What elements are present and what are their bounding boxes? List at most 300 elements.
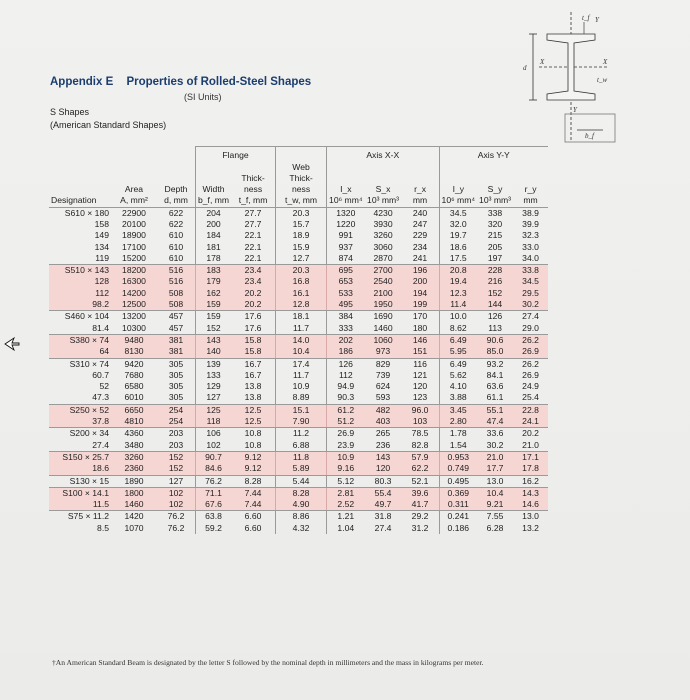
table-body <box>49 207 548 534</box>
value-cell: 3060 <box>373 241 393 252</box>
value-cell: 6580 <box>124 381 144 392</box>
value-cell: 47.4 <box>477 416 513 428</box>
value-cell: 610 <box>157 253 196 265</box>
value-cell: 1060 <box>365 334 402 346</box>
value-cell: 159 <box>196 311 232 323</box>
value-cell: 0.495 <box>439 475 477 487</box>
value-cell: 24.1 <box>513 416 548 428</box>
y-bottom-label: Y <box>573 106 577 114</box>
table-row <box>49 370 548 381</box>
value-cell: 184 <box>196 230 232 241</box>
value-cell: 34.5 <box>513 276 548 287</box>
value-cell: 62.2 <box>402 463 440 475</box>
value-cell: 67.6 <box>196 499 232 511</box>
value-cell: 2.52 <box>327 499 365 511</box>
value-cell: 1.21 <box>327 511 365 523</box>
value-cell: 622 <box>168 207 184 218</box>
value-cell: 234 <box>412 241 428 252</box>
designation-cell: S610 × 180 <box>64 207 109 218</box>
value-cell: 27.4 <box>374 522 392 533</box>
value-cell: 22.8 <box>513 404 548 416</box>
web-line1: Web <box>292 161 310 172</box>
value-cell: 829 <box>375 358 391 369</box>
value-cell: 113 <box>477 323 513 335</box>
value-cell: 34.5 <box>439 207 477 219</box>
value-cell: 320 <box>487 218 503 229</box>
value-cell: 215 <box>487 230 503 241</box>
value-cell: 13.8 <box>231 392 276 404</box>
bf-label: b_f <box>585 132 594 140</box>
value-cell: 34.0 <box>513 253 548 265</box>
designation-cell: S100 × 14.1 <box>49 487 111 499</box>
value-cell: 200 <box>196 219 232 230</box>
value-cell: 59.2 <box>196 523 232 534</box>
value-cell: 6.88 <box>276 440 327 452</box>
value-cell: 31.2 <box>411 522 429 533</box>
value-cell: 610 <box>168 230 184 241</box>
value-cell: 203 <box>157 440 196 452</box>
value-cell: 152 <box>157 451 196 463</box>
ry-unit: mm <box>523 195 538 206</box>
value-cell: 204 <box>196 207 232 219</box>
value-cell: 0.749 <box>439 463 477 475</box>
value-cell: 1890 <box>111 475 157 487</box>
designation-cell: 27.4 <box>49 440 111 452</box>
value-cell: 61.1 <box>477 392 513 404</box>
units-label: (SI Units) <box>184 92 222 102</box>
value-cell: 18900 <box>122 230 146 241</box>
value-cell: 482 <box>365 404 402 416</box>
value-cell: 55.4 <box>365 487 402 499</box>
value-cell: 17.6 <box>244 311 262 322</box>
value-cell: 127 <box>196 392 232 404</box>
value-cell: 13.0 <box>522 511 539 522</box>
value-cell: 8.86 <box>276 511 327 523</box>
value-cell: 39.6 <box>402 487 440 499</box>
value-cell: 305 <box>168 369 184 380</box>
page-title <box>50 76 311 88</box>
table-row <box>49 207 548 219</box>
value-cell: 25.4 <box>513 392 548 404</box>
appendix-title: Properties of Rolled-Steel Shapes <box>126 76 312 88</box>
value-cell: 229 <box>412 230 428 241</box>
value-cell: 202 <box>327 334 365 346</box>
value-cell: 180 <box>402 323 440 335</box>
value-cell: 4.90 <box>276 499 327 511</box>
value-cell: 162 <box>196 288 232 299</box>
shape-type: S Shapes <box>50 107 90 117</box>
value-cell: 1420 <box>124 511 144 522</box>
value-cell: 6.49 <box>439 358 477 370</box>
value-cell: 16.8 <box>276 276 327 287</box>
value-cell: 10.8 <box>231 440 276 452</box>
value-cell: 22.1 <box>244 241 262 252</box>
value-cell: 5.62 <box>439 370 477 381</box>
value-cell: 2870 <box>365 253 402 265</box>
value-cell: 0.369 <box>439 487 477 499</box>
value-cell: 197 <box>477 253 513 265</box>
value-cell: 12500 <box>111 299 157 311</box>
value-cell: 27.7 <box>244 218 262 229</box>
designation-cell: 60.7 <box>92 369 109 380</box>
value-cell: 76.2 <box>196 475 232 487</box>
value-cell: 7680 <box>124 369 144 380</box>
value-cell: 10300 <box>111 323 157 335</box>
designation-cell: S130 × 15 <box>49 475 111 487</box>
designation-cell: S250 × 52 <box>49 404 111 416</box>
designation-cell: 18.6 <box>49 463 111 475</box>
value-cell: 112 <box>327 370 365 381</box>
value-cell: 205 <box>487 241 503 252</box>
value-cell: 143 <box>365 451 402 463</box>
value-cell: 14200 <box>111 288 157 299</box>
value-cell: 333 <box>327 323 365 335</box>
value-cell: 29.5 <box>513 288 548 299</box>
value-cell: 6.49 <box>439 334 477 346</box>
value-cell: 61.2 <box>327 404 365 416</box>
value-cell: 0.311 <box>439 499 477 511</box>
value-cell: 186 <box>327 346 365 358</box>
value-cell: 15.8 <box>231 346 276 358</box>
designation-cell: S200 × 34 <box>69 428 109 439</box>
table-row <box>49 334 548 346</box>
value-cell: 78.5 <box>411 428 429 439</box>
value-cell: 76.2 <box>167 522 185 533</box>
value-cell: 653 <box>327 276 365 287</box>
value-cell: 7.55 <box>486 511 504 522</box>
value-cell: 20.2 <box>522 428 539 439</box>
mouse-cursor-icon <box>4 336 20 352</box>
value-cell: 143 <box>196 334 232 346</box>
value-cell: 10.0 <box>439 311 477 323</box>
width-unit: b_f, mm <box>196 195 232 207</box>
value-cell: 8130 <box>111 346 157 358</box>
value-cell: 17.4 <box>276 358 327 370</box>
value-cell: 7.44 <box>231 499 276 511</box>
table-row <box>49 511 548 523</box>
value-cell: 4360 <box>124 428 144 439</box>
value-cell: 90.3 <box>327 392 365 404</box>
value-cell: 3930 <box>373 218 393 229</box>
value-cell: 11.7 <box>276 370 327 381</box>
value-cell: 20.8 <box>439 265 477 277</box>
value-cell: 30.2 <box>513 299 548 311</box>
flange-header: Flange <box>196 147 276 162</box>
value-cell: 254 <box>157 404 196 416</box>
value-cell: 41.7 <box>402 499 440 511</box>
value-cell: 15.9 <box>276 242 327 253</box>
value-cell: 127 <box>157 475 196 487</box>
table-row <box>49 463 548 475</box>
value-cell: 12.7 <box>276 253 327 265</box>
value-cell: 94.9 <box>327 381 365 392</box>
value-cell: 1950 <box>365 299 402 311</box>
value-cell: 19.4 <box>439 276 477 287</box>
value-cell: 495 <box>327 299 365 311</box>
value-cell: 874 <box>327 253 365 265</box>
value-cell: 4810 <box>111 416 157 428</box>
value-cell: 194 <box>402 288 440 299</box>
value-cell: 381 <box>157 346 196 358</box>
value-cell: 63.6 <box>486 381 504 392</box>
value-cell: 17.5 <box>439 253 477 265</box>
value-cell: 118 <box>196 416 232 428</box>
value-cell: 240 <box>412 207 428 218</box>
thickness-unit: t_f, mm <box>238 195 268 206</box>
value-cell: 71.1 <box>196 487 232 499</box>
table-row <box>49 381 548 392</box>
value-cell: 16300 <box>111 276 157 287</box>
value-cell: 4.10 <box>439 381 477 392</box>
value-cell: 33.0 <box>522 241 539 252</box>
value-cell: 241 <box>402 253 440 265</box>
designation-cell: 47.3 <box>49 392 111 404</box>
value-cell: 305 <box>157 392 196 404</box>
value-cell: 338 <box>487 207 503 218</box>
designation-cell: S380 × 74 <box>49 334 111 346</box>
value-cell: 199 <box>402 299 440 311</box>
depth-unit: d, mm <box>164 195 188 206</box>
table-row <box>49 487 548 499</box>
value-cell: 973 <box>365 346 402 358</box>
designation-cell: 119 <box>49 253 111 265</box>
value-cell: 13.0 <box>477 475 513 487</box>
value-cell: 159 <box>196 299 232 311</box>
value-cell: 3260 <box>373 230 393 241</box>
value-cell: 19.7 <box>439 230 477 241</box>
value-cell: 3260 <box>111 451 157 463</box>
value-cell: 183 <box>196 265 232 277</box>
tf-label: t_f <box>582 14 590 22</box>
value-cell: 593 <box>365 392 402 404</box>
value-cell: 13.8 <box>244 381 262 392</box>
value-cell: 305 <box>168 381 184 392</box>
value-cell: 102 <box>157 487 196 499</box>
value-cell: 2540 <box>365 276 402 287</box>
designation-cell: 37.8 <box>49 416 111 428</box>
table-row <box>49 428 548 440</box>
value-cell: 152 <box>157 463 196 475</box>
value-cell: 84.1 <box>486 369 504 380</box>
value-cell: 20.3 <box>276 207 327 219</box>
value-cell: 32.0 <box>439 219 477 230</box>
value-cell: 16.7 <box>244 358 262 369</box>
value-cell: 26.2 <box>513 334 548 346</box>
value-cell: 84.6 <box>196 463 232 475</box>
value-cell: 7.90 <box>276 416 327 428</box>
value-cell: 8.62 <box>439 323 477 335</box>
designation-cell: 52 <box>99 381 109 392</box>
value-cell: 3.88 <box>439 392 477 404</box>
designation-cell: 128 <box>49 276 111 287</box>
value-cell: 516 <box>157 276 196 287</box>
tw-label: t_w <box>597 76 608 84</box>
value-cell: 22900 <box>122 207 146 218</box>
value-cell: 121 <box>412 369 428 380</box>
value-cell: 123 <box>402 392 440 404</box>
value-cell: 18.9 <box>276 230 327 241</box>
depth-header: Depth <box>164 184 188 195</box>
value-cell: 2100 <box>365 288 402 299</box>
value-cell: 9.16 <box>327 463 365 475</box>
area-header: Area <box>124 184 144 195</box>
value-cell: 15200 <box>111 253 157 265</box>
value-cell: 26.9 <box>522 369 539 380</box>
value-cell: 23.9 <box>327 440 365 452</box>
table-row <box>49 416 548 428</box>
table-row <box>49 299 548 311</box>
value-cell: 6.60 <box>244 511 262 522</box>
value-cell: 991 <box>327 230 365 241</box>
value-cell: 55.1 <box>477 404 513 416</box>
y-top-label: Y <box>595 16 599 24</box>
table-row <box>49 265 548 277</box>
table-row <box>49 346 548 358</box>
value-cell: 120 <box>365 463 402 475</box>
value-cell: 0.186 <box>439 523 477 534</box>
value-cell: 93.2 <box>486 358 504 369</box>
value-cell: 9.12 <box>231 451 276 463</box>
value-cell: 14.3 <box>513 487 548 499</box>
value-cell: 4230 <box>373 207 393 218</box>
value-cell: 120 <box>412 381 428 392</box>
value-cell: 85.0 <box>477 346 513 358</box>
value-cell: 9.21 <box>477 499 513 511</box>
value-cell: 12.5 <box>231 416 276 428</box>
value-cell: 5.44 <box>276 475 327 487</box>
value-cell: 1460 <box>365 323 402 335</box>
value-cell: 17.8 <box>513 463 548 475</box>
web-line3: ness <box>291 184 311 195</box>
value-cell: 9.12 <box>231 463 276 475</box>
value-cell: 384 <box>327 311 365 323</box>
value-cell: 27.4 <box>522 311 539 322</box>
value-cell: 17100 <box>122 241 146 252</box>
shape-subtitle: (American Standard Shapes) <box>50 120 167 130</box>
value-cell: 2700 <box>365 265 402 277</box>
value-cell: 508 <box>157 288 196 299</box>
value-cell: 51.2 <box>327 416 365 428</box>
footnote: †An American Standard Beam is designated by the letter S followed by the nominal depth in millimeters and the mass in kilograms per meter. <box>52 658 484 667</box>
value-cell: 18.1 <box>276 311 327 323</box>
iy-unit: 10⁶ mm⁴ <box>439 195 477 207</box>
table-row <box>49 404 548 416</box>
s-beam-diagram <box>519 12 619 144</box>
value-cell: 516 <box>157 265 196 277</box>
value-cell: 103 <box>402 416 440 428</box>
value-cell: 508 <box>157 299 196 311</box>
value-cell: 27.7 <box>244 207 262 218</box>
value-cell: 1220 <box>327 219 365 230</box>
value-cell: 31.8 <box>374 511 392 522</box>
value-cell: 139 <box>196 358 232 370</box>
value-cell: 624 <box>375 381 391 392</box>
designation-cell: S510 × 143 <box>49 265 111 277</box>
value-cell: 1690 <box>373 311 393 322</box>
value-cell: 33.6 <box>486 428 504 439</box>
value-cell: 1320 <box>327 207 365 219</box>
value-cell: 739 <box>375 369 391 380</box>
value-cell: 6.28 <box>486 522 504 533</box>
table-row <box>49 276 548 287</box>
value-cell: 18.6 <box>439 242 477 253</box>
value-cell: 695 <box>327 265 365 277</box>
value-cell: 133 <box>196 370 232 381</box>
table-row <box>49 253 548 265</box>
value-cell: 10.4 <box>276 346 327 358</box>
value-cell: 3.45 <box>439 404 477 416</box>
value-cell: 63.8 <box>196 511 232 523</box>
value-cell: 26.9 <box>513 346 548 358</box>
value-cell: 13200 <box>122 311 146 322</box>
value-cell: 24.9 <box>522 381 539 392</box>
web-line2: Thick- <box>289 172 313 183</box>
value-cell: 20.2 <box>231 299 276 311</box>
value-cell: 116 <box>413 358 427 369</box>
value-cell: 610 <box>168 241 184 252</box>
value-cell: 13.2 <box>522 522 539 533</box>
value-cell: 200 <box>402 276 440 287</box>
value-cell: 4.32 <box>276 523 327 534</box>
value-cell: 144 <box>477 299 513 311</box>
value-cell: 23.4 <box>231 265 276 277</box>
value-cell: 126 <box>487 311 503 322</box>
value-cell: 82.8 <box>402 440 440 452</box>
value-cell: 102 <box>157 499 196 511</box>
iy-header: I_y <box>439 162 477 196</box>
value-cell: 6650 <box>111 404 157 416</box>
value-cell: 29.0 <box>513 323 548 335</box>
value-cell: 178 <box>196 253 232 265</box>
value-cell: 236 <box>365 440 402 452</box>
rx-unit: mm <box>412 195 428 206</box>
value-cell: 151 <box>402 346 440 358</box>
value-cell: 39.9 <box>522 218 539 229</box>
value-cell: 90.7 <box>196 451 232 463</box>
value-cell: 11.2 <box>276 428 327 440</box>
value-cell: 18200 <box>111 265 157 277</box>
value-cell: 10.8 <box>244 428 262 439</box>
value-cell: 126 <box>327 358 365 370</box>
value-cell: 152 <box>477 288 513 299</box>
designation-cell: 11.5 <box>49 499 111 511</box>
value-cell: 7.44 <box>231 487 276 499</box>
value-cell: 9480 <box>111 334 157 346</box>
table-row <box>49 475 548 487</box>
value-cell: 457 <box>168 311 184 322</box>
value-cell: 22.1 <box>244 230 262 241</box>
value-cell: 49.7 <box>365 499 402 511</box>
value-cell: 106 <box>196 428 232 440</box>
value-cell: 457 <box>157 323 196 335</box>
x-left-label: X <box>540 58 545 66</box>
value-cell: 20.2 <box>231 288 276 299</box>
axis-yy-header: Axis Y-Y <box>439 147 548 162</box>
value-cell: 16.1 <box>276 288 327 299</box>
value-cell: 8.28 <box>276 487 327 499</box>
shape-heading <box>50 106 166 132</box>
value-cell: 5.12 <box>327 475 365 487</box>
designation-cell: S310 × 74 <box>69 358 109 369</box>
value-cell: 33.8 <box>513 265 548 277</box>
value-cell: 203 <box>168 428 184 439</box>
value-cell: 228 <box>477 265 513 277</box>
thickness-line1: Thick- <box>241 172 265 183</box>
value-cell: 14.6 <box>513 499 548 511</box>
thickness-line2: ness <box>243 184 263 195</box>
value-cell: 265 <box>375 428 391 439</box>
value-cell: 26.2 <box>522 358 539 369</box>
